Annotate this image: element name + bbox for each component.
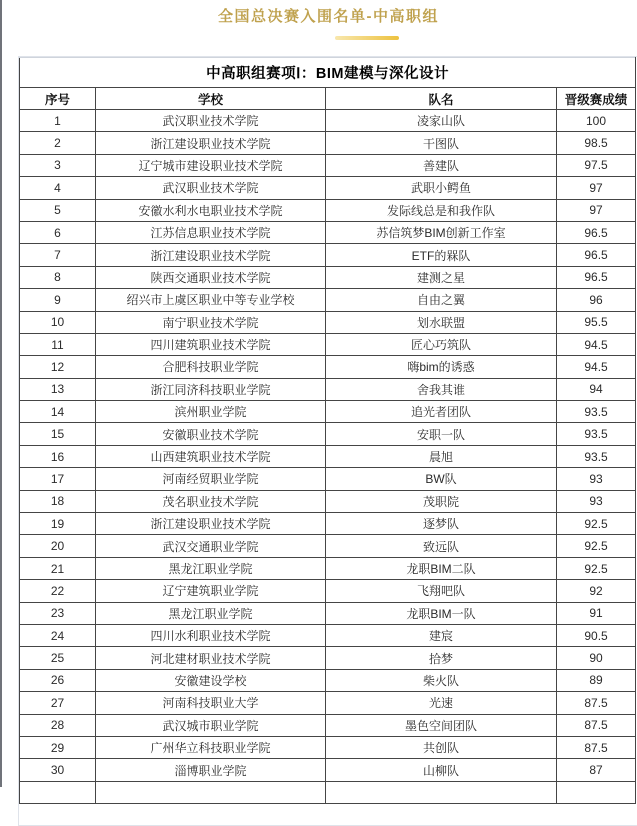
- cell-no: 26: [20, 669, 96, 691]
- cell-school: 安徽建设学校: [96, 669, 326, 691]
- table-row: [20, 244, 636, 266]
- cell-score: 92.5: [557, 557, 636, 579]
- cell-score: 93: [557, 490, 636, 512]
- cell-no: 14: [20, 401, 96, 423]
- cell-no: 24: [20, 624, 96, 646]
- column-header-school: 学校: [96, 88, 326, 110]
- cell-team: 凌家山队: [326, 110, 557, 132]
- cell-no: 11: [20, 333, 96, 355]
- cell-school: 四川建筑职业技术学院: [96, 333, 326, 355]
- cell-team: BW队: [326, 468, 557, 490]
- cell-team: 龙职BIM一队: [326, 602, 557, 624]
- table-row: [20, 490, 636, 512]
- table-row: [20, 535, 636, 557]
- table-row: [20, 714, 636, 736]
- cell-team: 建宸: [326, 624, 557, 646]
- cell-no: 7: [20, 244, 96, 266]
- cell-score: 95.5: [557, 311, 636, 333]
- table-row: [20, 154, 636, 176]
- cell-team: 柴火队: [326, 669, 557, 691]
- cell-team: 武职小鳄鱼: [326, 177, 557, 199]
- cell-school: 江苏信息职业技术学院: [96, 221, 326, 243]
- cell-no: 12: [20, 356, 96, 378]
- column-header-no: 序号: [20, 88, 96, 110]
- cell-school: 武汉交通职业学院: [96, 535, 326, 557]
- table-row: [20, 602, 636, 624]
- cell-team: ETF的槑队: [326, 244, 557, 266]
- table-row: [20, 333, 636, 355]
- cell-no: 25: [20, 647, 96, 669]
- cell-score: 97.5: [557, 154, 636, 176]
- table-column-header-row: [20, 88, 636, 110]
- cell-team: 建测之星: [326, 266, 557, 288]
- cell-school: 黑龙江职业学院: [96, 557, 326, 579]
- cell-no: 16: [20, 445, 96, 467]
- page-title: 全国总决赛入围名单-中高职组: [218, 8, 439, 25]
- table-row: [20, 468, 636, 490]
- cell-team: 发际线总是和我作队: [326, 199, 557, 221]
- table-row: [20, 423, 636, 445]
- cell-team: 匠心巧筑队: [326, 333, 557, 355]
- cell-score: 93: [557, 468, 636, 490]
- cell-team: 致远队: [326, 535, 557, 557]
- cell-score: 98.5: [557, 132, 636, 154]
- cell-team: 苏信筑梦BIM创新工作室: [326, 221, 557, 243]
- cell-score: 94: [557, 378, 636, 400]
- cell-team: 墨色空间团队: [326, 714, 557, 736]
- cell-no: 1: [20, 110, 96, 132]
- cell-score: 91: [557, 602, 636, 624]
- cell-no: 20: [20, 535, 96, 557]
- cell-school: 黑龙江职业学院: [96, 602, 326, 624]
- cell-no: 28: [20, 714, 96, 736]
- cell-score: 93.5: [557, 423, 636, 445]
- cell-score: 94.5: [557, 333, 636, 355]
- table-row: [20, 221, 636, 243]
- cell-no: 23: [20, 602, 96, 624]
- cell-school: 山西建筑职业技术学院: [96, 445, 326, 467]
- cell-no: 5: [20, 199, 96, 221]
- cell-team: 共创队: [326, 736, 557, 758]
- cell-score: 97: [557, 177, 636, 199]
- table-row: [20, 110, 636, 132]
- cell-school: 茂名职业技术学院: [96, 490, 326, 512]
- cell-school: 绍兴市上虞区职业中等专业学校: [96, 289, 326, 311]
- cell-score: 96.5: [557, 244, 636, 266]
- table-section-title: 中高职组赛项Ⅰ：BIM建模与深化设计: [20, 58, 636, 88]
- cell-no: 9: [20, 289, 96, 311]
- cell-no: 27: [20, 692, 96, 714]
- cell-empty: [557, 781, 636, 803]
- table-row: [20, 289, 636, 311]
- cell-score: 92: [557, 580, 636, 602]
- cell-score: 87: [557, 759, 636, 781]
- cell-school: 合肥科技职业学院: [96, 356, 326, 378]
- table-row: [20, 177, 636, 199]
- cell-team: 划水联盟: [326, 311, 557, 333]
- cell-no: 4: [20, 177, 96, 199]
- cell-school: 四川水利职业技术学院: [96, 624, 326, 646]
- title-area: [20, 0, 637, 40]
- table-row: [20, 311, 636, 333]
- cell-school: 南宁职业技术学院: [96, 311, 326, 333]
- cell-school: 河北建材职业技术学院: [96, 647, 326, 669]
- cell-school: 浙江同济科技职业学院: [96, 378, 326, 400]
- cell-school: 广州华立科技职业学院: [96, 736, 326, 758]
- table-row: [20, 557, 636, 579]
- cell-school: 武汉职业技术学院: [96, 177, 326, 199]
- cell-team: 追光者团队: [326, 401, 557, 423]
- cell-school: 淄博职业学院: [96, 759, 326, 781]
- cell-school: 安徽水利水电职业技术学院: [96, 199, 326, 221]
- table-row: [20, 736, 636, 758]
- cell-no: 8: [20, 266, 96, 288]
- cell-team: 光速: [326, 692, 557, 714]
- cell-score: 96: [557, 289, 636, 311]
- cell-no: 22: [20, 580, 96, 602]
- cell-score: 97: [557, 199, 636, 221]
- cell-school: 河南经贸职业学院: [96, 468, 326, 490]
- cell-team: 逐梦队: [326, 513, 557, 535]
- cell-school: 安徽职业技术学院: [96, 423, 326, 445]
- cell-team: 干图队: [326, 132, 557, 154]
- cell-no: 19: [20, 513, 96, 535]
- cell-score: 94.5: [557, 356, 636, 378]
- table-row: [20, 692, 636, 714]
- cell-score: 87.5: [557, 736, 636, 758]
- cell-score: 89: [557, 669, 636, 691]
- cell-empty: [20, 781, 96, 803]
- table-section-row: [20, 58, 636, 88]
- cell-score: 100: [557, 110, 636, 132]
- cell-score: 93.5: [557, 445, 636, 467]
- cell-score: 96.5: [557, 266, 636, 288]
- table-row: [20, 356, 636, 378]
- cell-team: 茂职院: [326, 490, 557, 512]
- cell-team: 晨旭: [326, 445, 557, 467]
- cell-school: 浙江建设职业技术学院: [96, 244, 326, 266]
- cell-school: 滨州职业学院: [96, 401, 326, 423]
- title-underline-decoration: [335, 36, 399, 40]
- cell-no: 3: [20, 154, 96, 176]
- cell-team: 嗨bim的诱惑: [326, 356, 557, 378]
- table-row: [20, 266, 636, 288]
- cell-score: 90.5: [557, 624, 636, 646]
- table-row: [20, 669, 636, 691]
- cell-no: 15: [20, 423, 96, 445]
- table-row: [20, 759, 636, 781]
- cell-score: 93.5: [557, 401, 636, 423]
- cell-school: 武汉职业技术学院: [96, 110, 326, 132]
- table-row: [20, 445, 636, 467]
- cell-no: 29: [20, 736, 96, 758]
- cell-team: 飞翔吧队: [326, 580, 557, 602]
- table-row: [20, 624, 636, 646]
- cell-school: 浙江建设职业技术学院: [96, 513, 326, 535]
- cell-score: 92.5: [557, 535, 636, 557]
- cell-empty: [96, 781, 326, 803]
- cell-team: 善建队: [326, 154, 557, 176]
- cell-school: 陕西交通职业技术学院: [96, 266, 326, 288]
- cell-team: 舍我其谁: [326, 378, 557, 400]
- cell-no: 21: [20, 557, 96, 579]
- left-edge-line: [0, 0, 2, 787]
- cell-no: 18: [20, 490, 96, 512]
- cell-team: 自由之翼: [326, 289, 557, 311]
- table-row: [20, 647, 636, 669]
- content-card: [18, 56, 637, 826]
- cell-no: 13: [20, 378, 96, 400]
- table-row: [20, 199, 636, 221]
- cell-no: 30: [20, 759, 96, 781]
- cell-team: 安职一队: [326, 423, 557, 445]
- cell-score: 96.5: [557, 221, 636, 243]
- cell-score: 87.5: [557, 714, 636, 736]
- cell-team: 山柳队: [326, 759, 557, 781]
- table-row: [20, 401, 636, 423]
- cell-school: 河南科技职业大学: [96, 692, 326, 714]
- cell-score: 92.5: [557, 513, 636, 535]
- column-header-team: 队名: [326, 88, 557, 110]
- cell-school: 辽宁城市建设职业技术学院: [96, 154, 326, 176]
- cell-no: 2: [20, 132, 96, 154]
- cell-team: 拾梦: [326, 647, 557, 669]
- results-table: [19, 57, 636, 804]
- cell-score: 87.5: [557, 692, 636, 714]
- table-row: [20, 132, 636, 154]
- cell-no: 17: [20, 468, 96, 490]
- table-row: [20, 580, 636, 602]
- cell-no: 10: [20, 311, 96, 333]
- cell-team: 龙职BIM二队: [326, 557, 557, 579]
- cell-score: 90: [557, 647, 636, 669]
- cell-no: 6: [20, 221, 96, 243]
- cell-school: 武汉城市职业学院: [96, 714, 326, 736]
- table-row-partial: [20, 781, 636, 803]
- cell-empty: [326, 781, 557, 803]
- cell-school: 浙江建设职业技术学院: [96, 132, 326, 154]
- table-row: [20, 513, 636, 535]
- table-row: [20, 378, 636, 400]
- cell-school: 辽宁建筑职业学院: [96, 580, 326, 602]
- column-header-score: 晋级赛成绩: [557, 88, 636, 110]
